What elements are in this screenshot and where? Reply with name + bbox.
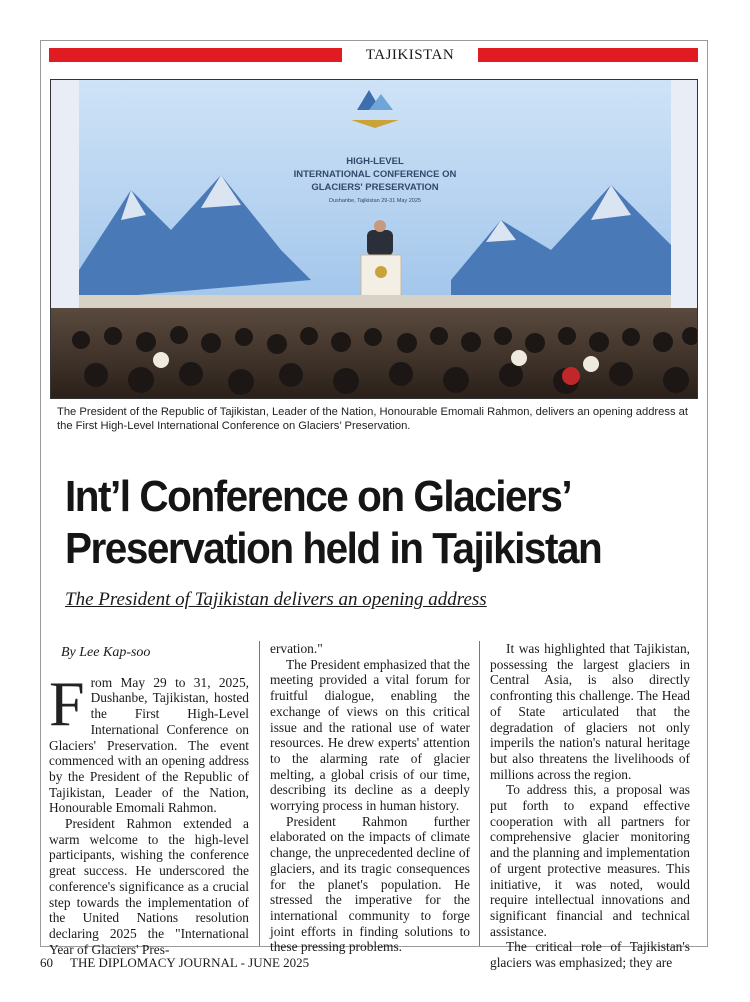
page-number: 60: [40, 955, 53, 970]
paragraph: The President emphasized that the meeting provided a vital forum for fruitful dialogue, enabling the exchange of views on this critical issue and the rational use of water resources. He drew experts' attention to the alarming rate of glacier melting, a global crisis of our time, describing its decline as a deeply worrying process in human history.: [270, 656, 470, 814]
paragraph-lead: [49, 667, 249, 816]
section-label: TAJIKISTAN: [365, 47, 455, 63]
backdrop-title-3: GLACIERS' PRESERVATION: [311, 182, 439, 193]
paragraph: The critical role of Tajikistan's glaciers was emphasized; they are: [490, 939, 690, 971]
photo-caption: The President of the Republic of Tajikistan, Leader of the Nation, Honourable Emomali Rahmon, delivers an opening address at the First High-Level International Conference on Glaciers’ Preservation.: [57, 406, 689, 432]
headline-line-2: Preservation held in Tajikistan: [65, 524, 602, 573]
paragraph: President Rahmon further elaborated on the impacts of climate change, the unprecedented decline of glaciers, and its tragic consequences for the planet's population. He stressed the imperative for the international community to forge joint efforts in finding solutions to these pressing problems.: [270, 813, 470, 955]
backdrop-title-1: HIGH-LEVEL: [346, 156, 404, 167]
publication-name: THE DIPLOMACY JOURNAL - JUNE 2025: [70, 955, 310, 970]
article-column-1: [49, 641, 249, 957]
article-column-2: [270, 641, 470, 955]
speaker: [367, 230, 393, 256]
paragraph: ervation.": [270, 641, 323, 656]
byline: By Lee Kap-soo: [61, 645, 151, 660]
section-bar-right: [478, 48, 698, 62]
headline: [65, 471, 654, 575]
paragraph: President Rahmon extended a warm welcome to the high-level participants, wishing the conference great success. He underscored the conference's significance as a crucial step towards the implementation of the United Nations resolution declaring 2025 the "International Year of Glaciers' Pres-: [49, 816, 249, 957]
subheadline: The President of Tajikistan delivers an opening address: [65, 589, 487, 610]
paragraph-lead-text: rom May 29 to 31, 2025, Dushanbe, Tajikistan, hosted the First High-Level International Conference on Glaciers' Preservation. The event commenced with an opening address by the President of the Republic of Tajikistan, Leader of the Nation, Honourable Emomali Rahmon.: [49, 674, 249, 816]
conference-photo: [50, 79, 698, 399]
backdrop-title-2: INTERNATIONAL CONFERENCE ON: [293, 169, 457, 180]
section-bar-left: [49, 48, 342, 62]
dropcap: F: [49, 667, 85, 739]
article-column-3: [490, 641, 690, 971]
paragraph: To address this, a proposal was put forth to expand effective cooperation with all partners for comprehensive glacier monitoring and the planning and implementation of urgent protective measures. This initiative, it was noted, would require intellectual innovations and significant financial and technical assistance.: [490, 782, 690, 939]
headline-line-1: Int’l Conference on Glaciers’: [65, 472, 572, 521]
paragraph: It was highlighted that Tajikistan, possessing the largest glaciers in Central Asia, is also directly confronting this challenge. The Head of State articulated that the degradation of glaciers not only imperils the nation's natural heritage but also threatens the livelihoods of millions across the region.: [490, 641, 690, 782]
page-footer: [40, 955, 309, 971]
backdrop-subtitle: Dushanbe, Tajikistan 29-31 May 2025: [329, 198, 421, 204]
